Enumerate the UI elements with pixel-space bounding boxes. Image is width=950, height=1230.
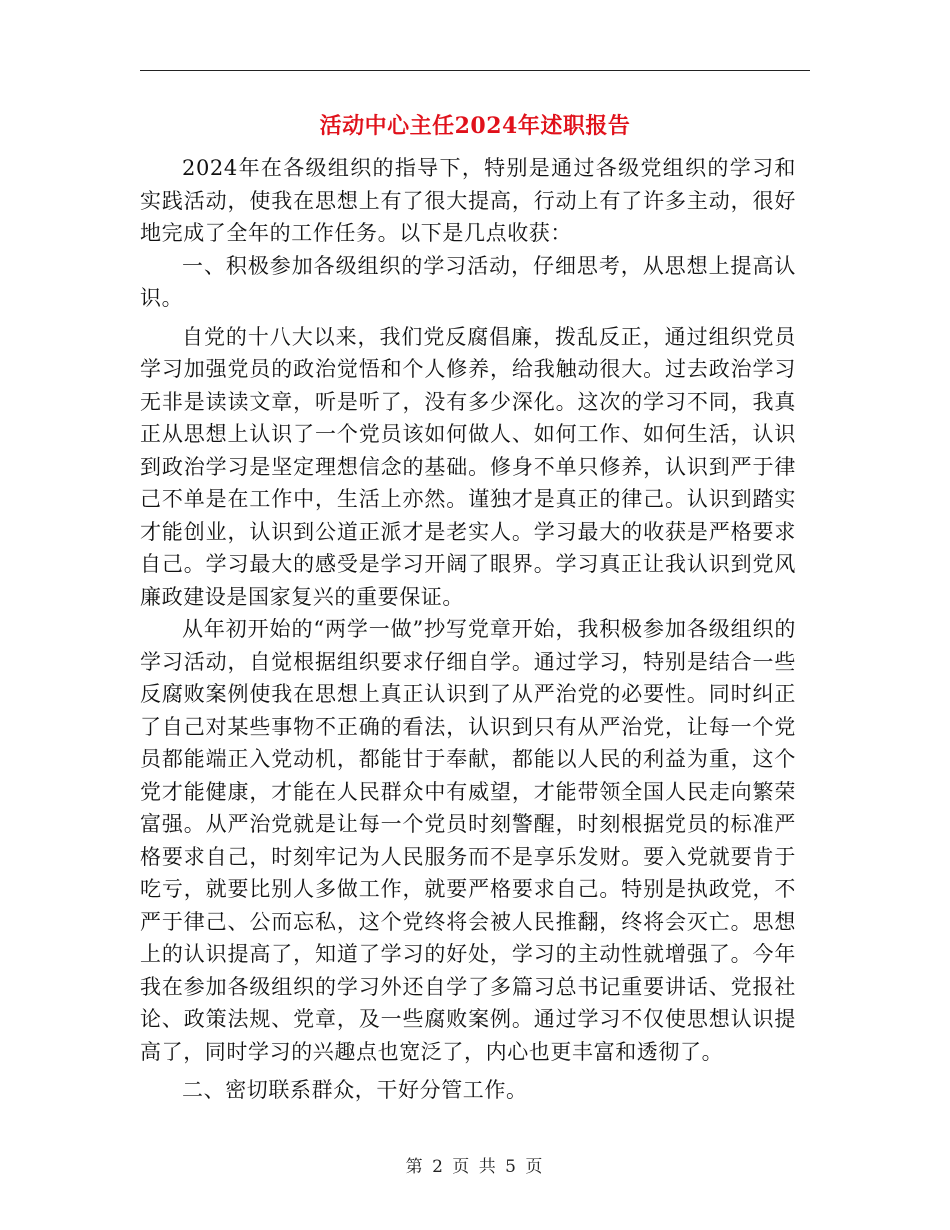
section-heading-1: 一、积极参加各级组织的学习活动，仔细思考，从思想上提高认识。 xyxy=(140,253,796,310)
body-paragraph-2: 从年初开始的“两学一做”抄写党章开始，我积极参加各级组织的学习活动，自觉根据组织要求仔细自学。通过学习，特别是结合一些反腐败案例使我在思想上真正认识到了从严治党的必要性。同时纠正了自己对某些事物不正确的看法，认识到只有从严治党，让每一个党员都能端正入党动机，都能甘于奉献，都能以人民的利益为重，这个党才能健康，才能在人民群众中有威望，才能带领全国人民走向繁荣富强。从严治党就是让每一个党员时刻警醒，时刻根据党员的标准严格要求自己，时刻牢记为人民服务而不是享乐发财。要入党就要肯于吃亏，就要比别人多做工作，就要严格要求自己。特别是执政党，不严于律己、公而忘私，这个党终将会被人民推翻，终将会灭亡。思想上的认识提高了，知道了学习的好处，学习的主动性就增强了。今年我在参加各级组织的学习外还自学了多篇习总书记重要讲话、党报社论、政策法规、党章，及一些腐败案例。通过学习不仅使思想认识提高了，同时学习的兴趣点也宽泛了，内心也更丰富和透彻了。 xyxy=(140,617,796,1064)
document-body xyxy=(140,152,796,1107)
document-title: 活动中心主任2024年述职报告 xyxy=(319,113,631,139)
page-number-footer: 第 2 页 共 5 页 xyxy=(405,1157,545,1177)
section-heading-2: 二、密切联系群众，干好分管工作。 xyxy=(182,1078,528,1102)
intro-paragraph: 2024年在各级组织的指导下，特别是通过各级党组织的学习和实践活动，使我在思想上有了很大提高，行动上有了许多主动，很好地完成了全年的工作任务。以下是几点收获： xyxy=(140,156,796,245)
header-rule xyxy=(140,70,810,71)
body-paragraph-1: 自党的十八大以来，我们党反腐倡廉，拨乱反正，通过组织党员学习加强党员的政治觉悟和个人修养，给我触动很大。过去政治学习无非是读读文章，听是听了，没有多少深化。这次的学习不同，我真正从思想上认识了一个党员该如何做人、如何工作、如何生活，认识到政治学习是坚定理想信念的基础。修身不单只修养，认识到严于律己不单是在工作中，生活上亦然。谨独才是真正的律己。认识到踏实才能创业，认识到公道正派才是老实人。学习最大的收获是严格要求自己。学习最大的感受是学习开阔了眼界。学习真正让我认识到党风廉政建设是国家复兴的重要保证。 xyxy=(140,324,796,609)
